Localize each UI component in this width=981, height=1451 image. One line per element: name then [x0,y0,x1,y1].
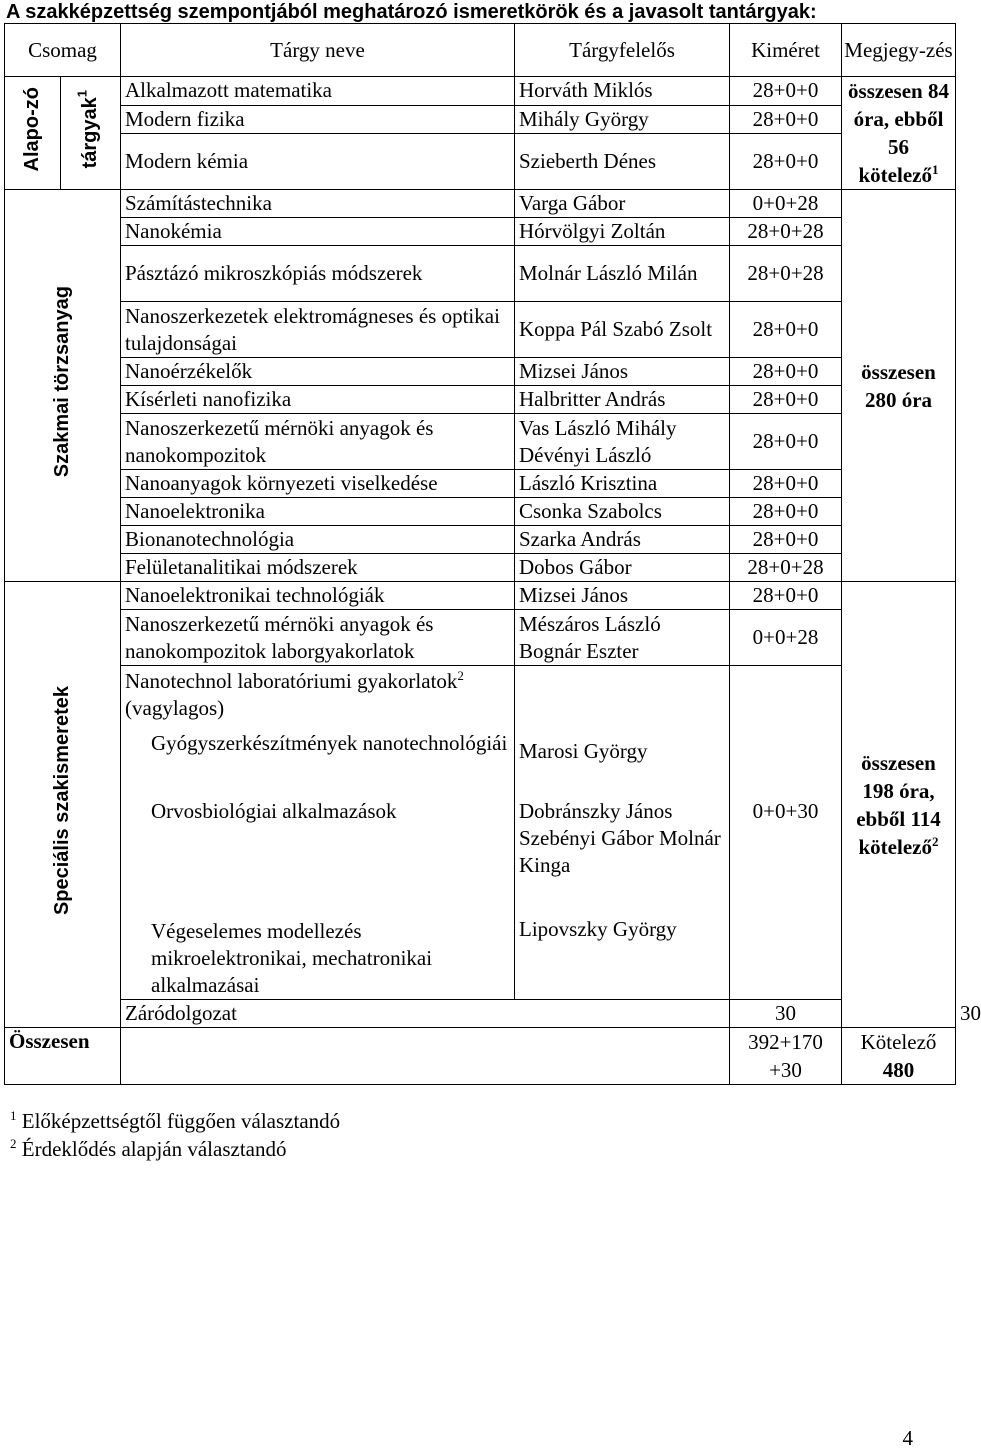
footnotes [10,1107,340,1163]
table-row: Nanoszerkezetek elektromágneses és optikai tulajdonságai Koppa Pál Szabó Zsolt 28+0+0 [5,302,956,358]
table-row: Záródolgozat 30 30 [5,1000,956,1028]
footnote-1: $^1$ Előképzettségtől függően választandó [10,1108,341,1133]
table-row: Orvosbiológiai alkalmazások Dobránszky János Szebényi Gábor Molnár Kinga 0+0+30 [5,796,956,902]
total-row [5,1028,956,1085]
table-row: Kísérleti nanofizika Halbritter András 28+0+0 [5,386,956,414]
table-row: Speciális szakismeretek Nanoelektronikai technológiák Mizsei János 28+0+0 összesen 198 óra, ebből 114 kötelező$^2$ [5,582,956,610]
table-row: Nanoérzékelők Mizsei János 28+0+0 [5,358,956,386]
table-row: Nanoszerkezetű mérnöki anyagok és nanokompozitok laborgyakorlatok Mészáros László Bognár Eszter 0+0+28 [5,610,956,666]
total-credit: 392+170 +30 [730,1028,842,1085]
group-specialis: Speciális szakismeretek [5,582,121,1028]
group-alapozo-targyak: tárgyak$^1$ [61,77,121,190]
group-torzsanyag: Szakmai törzsanyag [5,190,121,582]
table-row: Nanokémia Hórvölgyi Zoltán 28+0+28 [5,218,956,246]
total-label: Összesen [5,1028,121,1085]
header-felelos: Tárgyfelelős [515,24,730,77]
table-row: Szakmai törzsanyag Számítástechnika Varga Gábor 0+0+28 összesen 280 óra [5,190,956,218]
page-title: A szakképzettség szempontjából meghatározó ismeretkörök és a javasolt tantárgyak: [6,1,817,23]
header-csomag: Csomag [5,24,121,77]
group-alapozo: Alapo-zó [5,77,61,190]
header-row [5,24,956,77]
table-row: Nanoszerkezetű mérnöki anyagok és nanokompozitok Vas László Mihály Dévényi László 28+0+0 [5,414,956,470]
subjects-table [4,23,981,1085]
table-row: Alapo-zó tárgyak$^1$ Alkalmazott matematika Horváth Miklós 28+0+0 összesen 84 óra, ebből 56 kötelező$^1$ [5,77,956,106]
note-spec: összesen 198 óra, ebből 114 kötelező$^2$ [842,582,956,1028]
table-row: Nanoelektronika Csonka Szabolcs 28+0+0 [5,498,956,526]
note-alapozo: összesen 84 óra, ebből 56 kötelező$^1$ [842,77,956,190]
footnote-2: $^2$ Érdeklődés alapján választandó [10,1136,287,1161]
table-row: Gyógyszerkészítmények nanotechnológiái Marosi György [5,726,956,796]
table-row: Végeselemes modellezés mikroelektronikai, mechatronikai alkalmazásai Lipovszky György [5,902,956,1000]
table-row: Modern fizika Mihály György 28+0+0 [5,105,956,134]
table-row: Modern kémia Szieberth Dénes 28+0+0 [5,134,956,190]
header-megjegyzes: Megjegy-zés [842,24,956,77]
table-row: Bionanotechnológia Szarka András 28+0+0 [5,526,956,554]
table-row: Pásztázó mikroszkópiás módszerek Molnár László Milán 28+0+28 [5,246,956,302]
table-row: Nanoanyagok környezeti viselkedése László Krisztina 28+0+0 [5,470,956,498]
header-targy: Tárgy neve [121,24,515,77]
table-row: Nanotechnol laboratóriumi gyakorlatok$^2$ (vagylagos) [5,666,956,726]
page-number: 4 [902,1426,913,1450]
table-row: Felületanalitikai módszerek Dobos Gábor 28+0+28 [5,554,956,582]
note-torzs: összesen 280 óra [842,190,956,582]
total-note: Kötelező 480 [842,1028,956,1085]
header-kimeret: Kiméret [730,24,842,77]
